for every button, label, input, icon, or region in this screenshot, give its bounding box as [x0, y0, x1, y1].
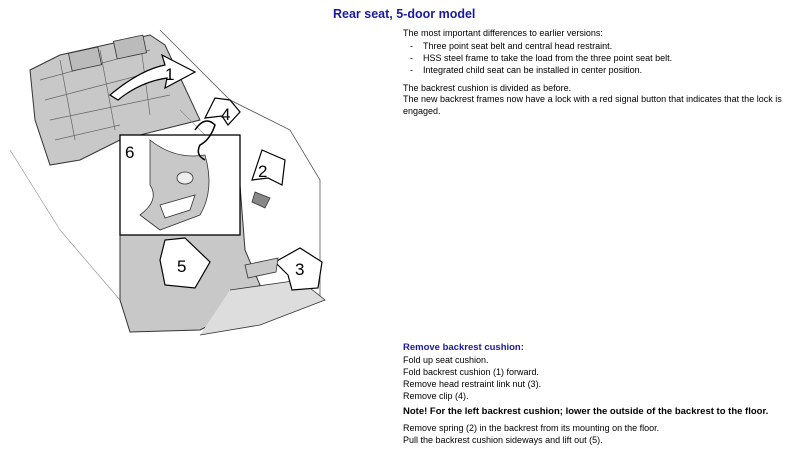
list-item: - Integrated child seat can be installed in center position. — [403, 64, 672, 76]
steps-list — [403, 354, 541, 402]
list-item: Pull the backrest cushion sideways and lift out (5). — [403, 435, 603, 445]
paragraph: The new backrest frames now have a lock with a red signal button that indicates that the lock is engaged. — [403, 94, 782, 116]
list-item: - HSS steel frame to take the load from the three point seat belt. — [403, 52, 672, 64]
list-item: - Three point seat belt and central head restraint. — [403, 40, 672, 52]
callout-2: 2 — [258, 162, 268, 181]
callout-6: 6 — [125, 143, 135, 162]
differences-list — [403, 40, 672, 76]
list-item: Fold up seat cushion. — [403, 355, 489, 365]
paragraph: The backrest cushion is divided as before. — [403, 83, 572, 93]
callout-1: 1 — [165, 65, 175, 84]
page-title: Rear seat, 5-door model — [333, 7, 476, 21]
list-item: Remove spring (2) in the backrest from its mounting on the floor. — [403, 423, 660, 433]
list-item: Remove head restraint link nut (3). — [403, 379, 542, 389]
note-text: Note! For the left backrest cushion; lower the outside of the backrest to the floor. — [403, 406, 769, 417]
intro-text: The most important differences to earlier versions: — [403, 28, 603, 38]
rear-seat-illustration — [0, 0, 340, 340]
list-item: Remove clip (4). — [403, 391, 469, 401]
list-item: Fold backrest cushion (1) forward. — [403, 367, 540, 377]
callout-5: 5 — [177, 257, 187, 276]
steps-list-2 — [403, 422, 659, 446]
callout-4: 4 — [221, 105, 231, 124]
callout-3: 3 — [295, 260, 305, 279]
section-title: Remove backrest cushion: — [403, 342, 524, 353]
